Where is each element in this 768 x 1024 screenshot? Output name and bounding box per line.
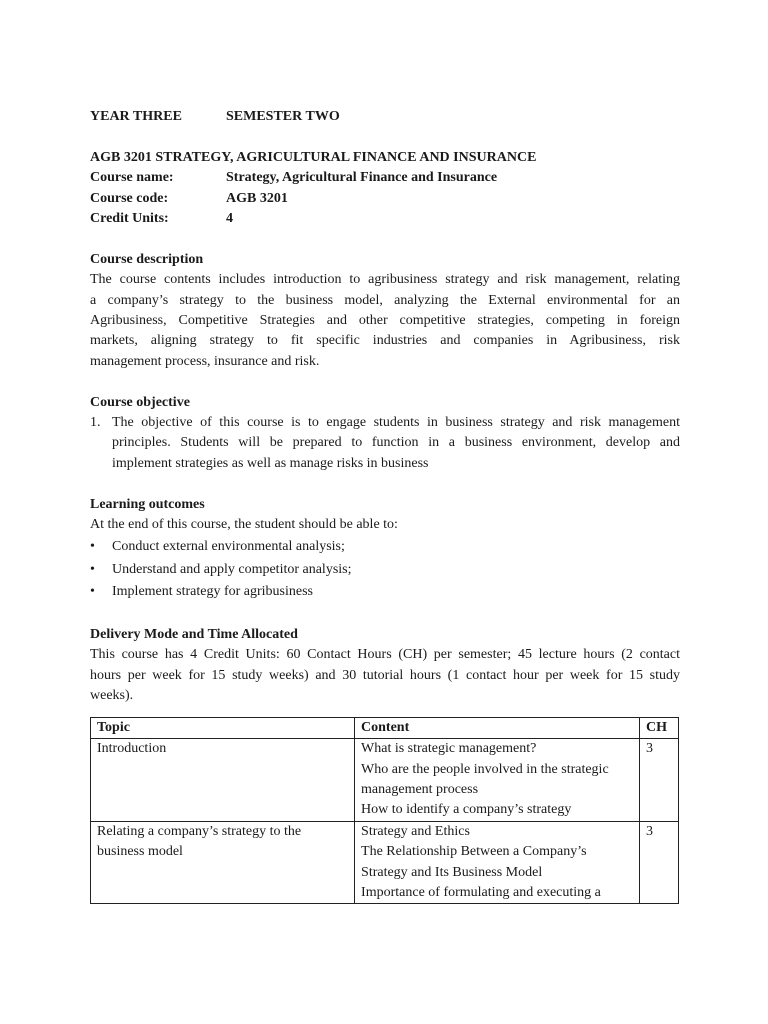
bullet-icon: • bbox=[90, 539, 95, 555]
description-line: Agribusiness, Competitive Strategies and other competitive strategies, competing in foreign bbox=[90, 313, 680, 329]
description-line: management process, insurance and risk. bbox=[90, 353, 320, 369]
outcome-text: Implement strategy for agribusiness bbox=[112, 584, 314, 600]
objective-line: principles. Students will be prepared to function in a business environment, develop and bbox=[112, 435, 680, 451]
objective-list-item bbox=[90, 413, 680, 474]
column-header-topic: Topic bbox=[91, 717, 355, 738]
course-info-row bbox=[90, 168, 680, 188]
topic-line: business model bbox=[97, 844, 183, 860]
objective-number: 1. bbox=[90, 415, 101, 431]
table-row bbox=[91, 739, 679, 822]
course-topics-table bbox=[90, 717, 679, 905]
content-line: Strategy and Its Business Model bbox=[361, 864, 543, 880]
course-heading: AGB 3201 STRATEGY, AGRICULTURAL FINANCE AND INSURANCE bbox=[90, 149, 537, 165]
topic-cell bbox=[91, 739, 355, 822]
course-name-label: Course name: bbox=[90, 170, 174, 186]
topic-cell bbox=[91, 821, 355, 904]
content-cell bbox=[355, 739, 640, 822]
course-code-label: Course code: bbox=[90, 190, 169, 206]
bullet-icon: • bbox=[90, 561, 95, 577]
description-heading: Course description bbox=[90, 251, 204, 267]
content-line: What is strategic management? bbox=[361, 741, 537, 757]
content-line: Importance of formulating and executing a bbox=[361, 884, 601, 900]
delivery-line: hours per week for 15 study weeks) and 30 tutorial hours (1 contact hour per week for 15 study bbox=[90, 667, 680, 683]
content-line: Who are the people involved in the strategic bbox=[361, 761, 609, 777]
delivery-paragraph bbox=[90, 645, 680, 706]
ch-cell: 3 bbox=[640, 739, 679, 822]
bullet-icon: • bbox=[90, 584, 95, 600]
description-paragraph bbox=[90, 270, 680, 372]
delivery-line: This course has 4 Credit Units: 60 Contact Hours (CH) per semester; 45 lecture hours (2 contact bbox=[90, 647, 680, 663]
year-semester-line bbox=[90, 107, 680, 127]
objective-line: implement strategies as well as manage risks in business bbox=[112, 455, 429, 471]
course-info-row bbox=[90, 189, 680, 209]
objective-heading: Course objective bbox=[90, 394, 190, 410]
delivery-line: weeks). bbox=[90, 688, 134, 704]
year-label: YEAR THREE bbox=[90, 109, 182, 124]
list-item bbox=[90, 560, 680, 580]
outcomes-heading: Learning outcomes bbox=[90, 496, 205, 512]
outcome-text: Conduct external environmental analysis; bbox=[112, 539, 345, 555]
description-line: a company’s strategy to the business model, analyzing the External environmental for an bbox=[90, 292, 680, 308]
credit-units-label: Credit Units: bbox=[90, 211, 169, 227]
table-row bbox=[91, 821, 679, 904]
content-line: Strategy and Ethics bbox=[361, 823, 470, 839]
description-line: The course contents includes introduction to agribusiness strategy and risk management, relating bbox=[90, 272, 680, 288]
course-name-value: Strategy, Agricultural Finance and Insurance bbox=[226, 170, 498, 186]
list-item bbox=[90, 537, 680, 557]
column-header-ch: CH bbox=[640, 717, 679, 738]
semester-label: SEMESTER TWO bbox=[226, 109, 340, 124]
content-cell bbox=[355, 821, 640, 904]
content-line: management process bbox=[361, 781, 479, 797]
list-item bbox=[90, 582, 680, 602]
description-line: markets, aligning strategy to fit specific industries and companies in Agribusiness, risk bbox=[90, 333, 680, 349]
outcomes-intro: At the end of this course, the student should be able to: bbox=[90, 517, 398, 533]
objective-line: The objective of this course is to engage students in business strategy and risk management bbox=[112, 415, 680, 431]
table-header-row bbox=[91, 717, 679, 738]
delivery-heading: Delivery Mode and Time Allocated bbox=[90, 627, 298, 643]
column-header-content: Content bbox=[355, 717, 640, 738]
content-line: The Relationship Between a Company’s bbox=[361, 844, 587, 860]
ch-cell: 3 bbox=[640, 821, 679, 904]
course-info-row bbox=[90, 209, 680, 229]
topic-line: Relating a company’s strategy to the bbox=[97, 823, 302, 839]
content-line: How to identify a company’s strategy bbox=[361, 802, 572, 818]
document-page bbox=[90, 107, 680, 904]
topic-line: Introduction bbox=[97, 741, 167, 757]
outcome-text: Understand and apply competitor analysis; bbox=[112, 561, 352, 577]
credit-units-value: 4 bbox=[226, 211, 233, 227]
course-code-value: AGB 3201 bbox=[226, 190, 288, 206]
